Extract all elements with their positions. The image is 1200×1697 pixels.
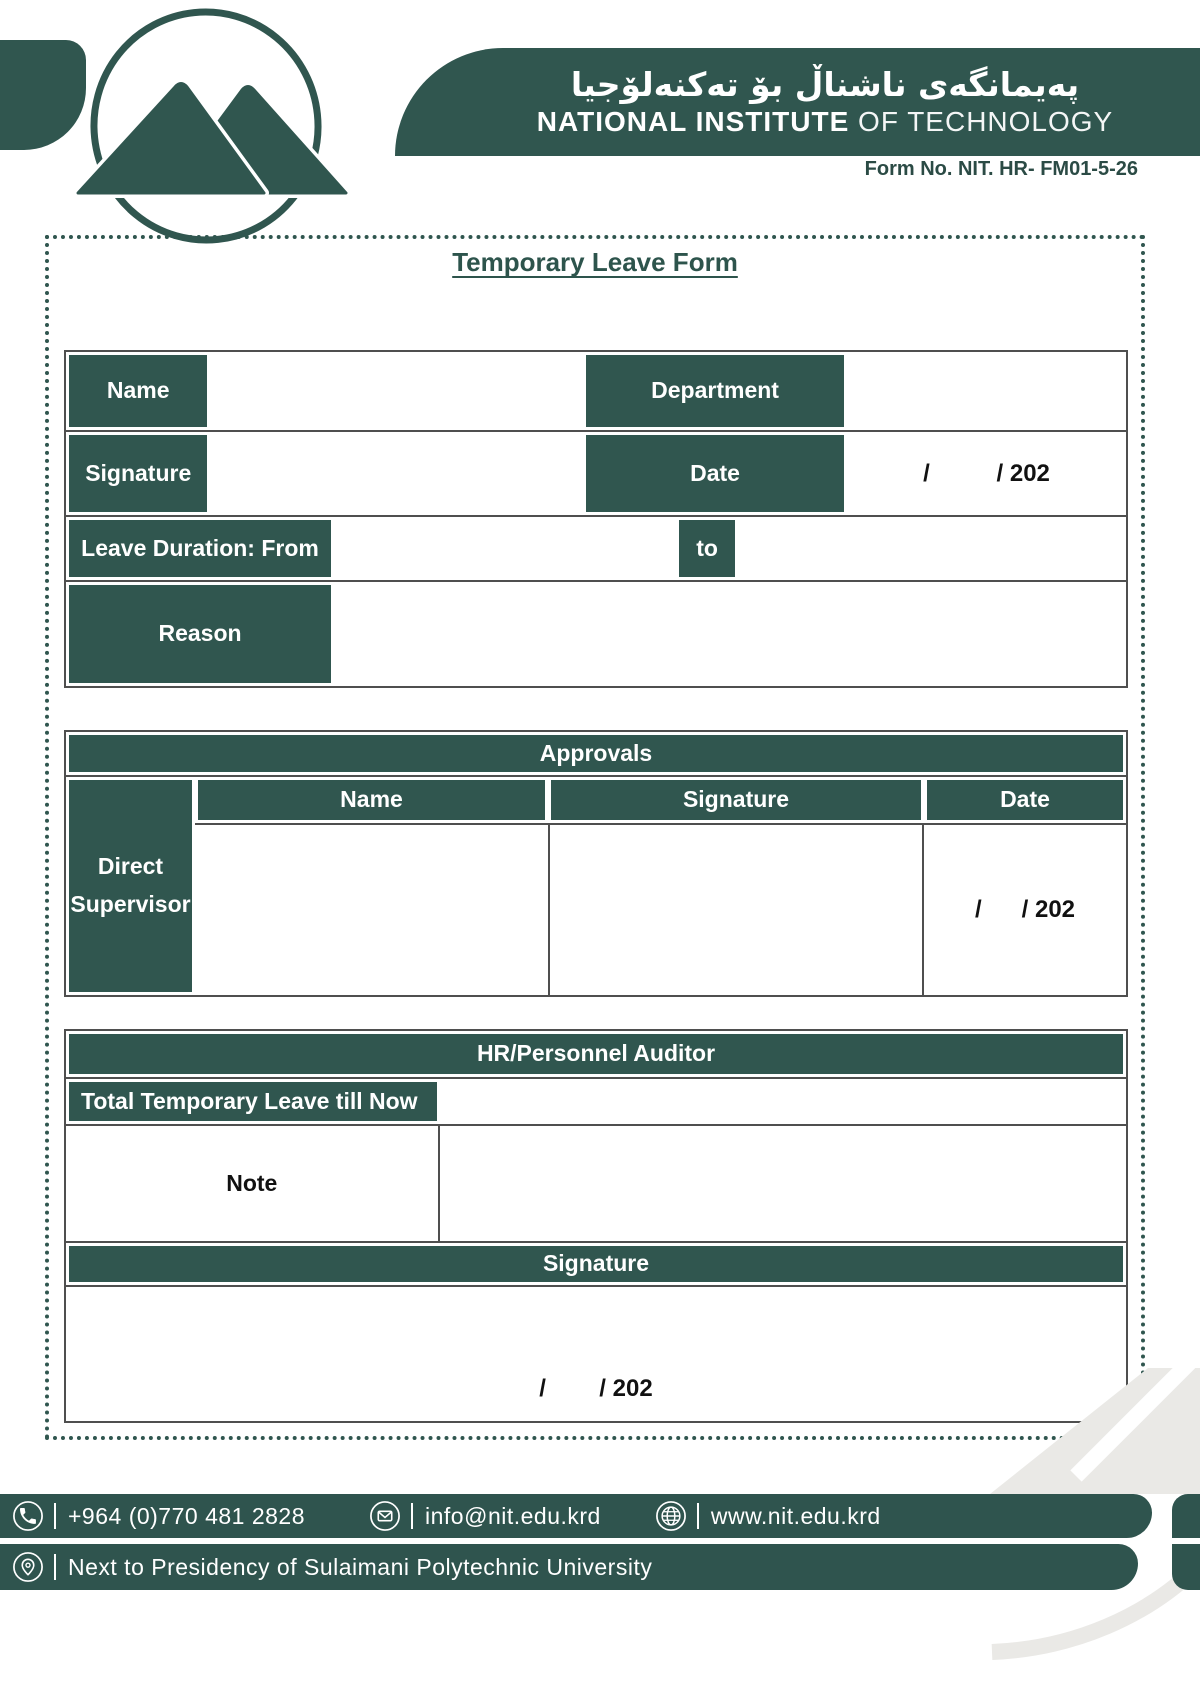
date-value: / / 202 [923,459,1050,487]
supervisor-date-value: / / 202 [974,896,1076,923]
note-label-cell [66,1126,440,1241]
leave-from-input[interactable] [334,517,676,580]
approvals-header: Approvals [66,732,1126,775]
department-input[interactable] [847,352,1126,430]
direct-supervisor-line2: Supervisor [70,891,191,917]
total-leave-label: Total Temporary Leave till Now [66,1079,440,1124]
supervisor-name-input[interactable] [195,825,548,995]
phone-icon [12,1500,44,1532]
hr-auditor-header: HR/Personnel Auditor [66,1031,1126,1077]
form-number: Form No. NIT. HR- FM01-5-26 [864,158,1138,180]
footer-contact-bar [0,1494,1152,1538]
separator [54,1554,56,1580]
header-band [395,48,1200,156]
mail-icon [369,1500,401,1532]
website-url[interactable]: www.nit.edu.krd [710,1502,881,1529]
address-text: Next to Presidency of Sulaimani Polytechnic University [68,1553,653,1580]
approvals-col-signature: Signature [548,777,924,823]
location-pin-icon [12,1551,44,1583]
signature-label: Signature [66,432,210,515]
supervisor-date-input[interactable] [924,825,1126,995]
org-name-english [537,106,1113,138]
leave-to-input[interactable] [738,517,1126,580]
date-input[interactable] [847,432,1126,515]
phone-number: +964 (0)770 481 2828 [68,1502,306,1529]
footer-right-shape-top [1172,1494,1200,1538]
note-label: Note [226,1170,278,1196]
hr-auditor-table [64,1029,1128,1423]
nit-logo [68,6,348,246]
name-label: Name [66,352,210,430]
name-input[interactable] [210,352,583,430]
hr-signature-box[interactable] [66,1285,1126,1421]
separator [54,1503,56,1529]
org-name-kurdish: پەیمانگەی ناشناڵ بۆ تەکنەلۆجیا [570,65,1080,105]
leave-form-table [64,350,1128,688]
approvals-col-date: Date [924,777,1126,823]
org-name-english-bold: NATIONAL INSTITUTE [536,105,850,137]
direct-supervisor-line1: Direct [97,853,164,880]
reason-input[interactable] [334,582,1126,686]
footer-right-shape-bottom [1172,1544,1200,1590]
supervisor-signature-input[interactable] [548,825,924,995]
approvals-col-name: Name [195,777,548,823]
date-label: Date [583,432,847,515]
form-title: Temporary Leave Form [452,247,738,277]
to-label: to [676,517,739,580]
hr-date-value: / / 202 [539,1375,653,1402]
direct-supervisor-label [66,777,195,995]
separator [411,1503,413,1529]
globe-icon [655,1500,687,1532]
org-name-english-light: OF TECHNOLOGY [849,105,1114,137]
footer-address-bar [0,1544,1138,1590]
note-input[interactable] [440,1126,1126,1241]
signature-input[interactable] [210,432,583,515]
separator [697,1503,699,1529]
reason-label: Reason [66,582,334,686]
approvals-table [64,730,1128,997]
department-label: Department [583,352,847,430]
hr-signature-header: Signature [66,1243,1126,1285]
total-leave-input[interactable] [440,1079,1126,1124]
email-address[interactable]: info@nit.edu.krd [425,1502,601,1529]
leave-duration-label: Leave Duration: From [66,517,334,580]
